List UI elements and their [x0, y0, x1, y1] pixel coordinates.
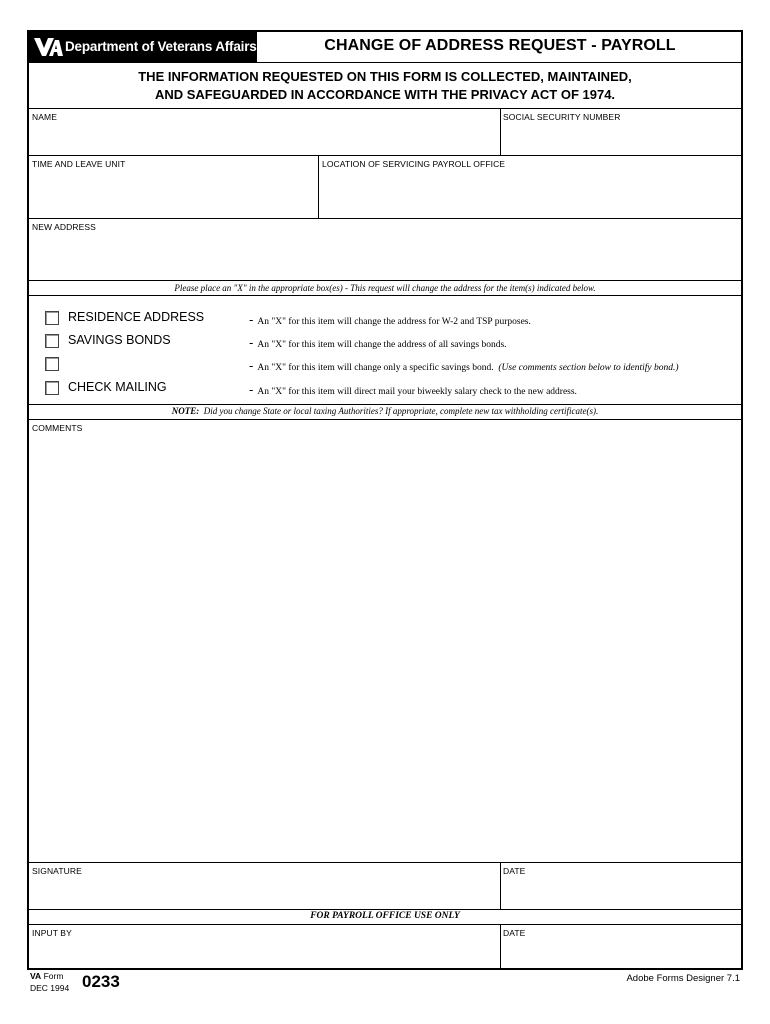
form-number: 0233	[82, 972, 120, 991]
note-text: Did you change State or local taxing Authorities? If appropriate, complete new tax withholding certificate(s).	[203, 406, 599, 416]
comments-label: COMMENTS	[32, 423, 83, 433]
privacy-statement-line2: AND SAFEGUARDED IN ACCORDANCE WITH THE PRIVACY ACT OF 1974.	[154, 87, 616, 102]
form-title: CHANGE OF ADDRESS REQUEST - PAYROLL	[324, 37, 676, 54]
instruction-text: Please place an "X" in the appropriate box(es) - This request will change the address for the item(s) indicated below.	[174, 283, 596, 293]
payroll-use-only-heading: FOR PAYROLL OFFICE USE ONLY	[310, 911, 460, 921]
input-by-label: INPUT BY	[32, 928, 72, 938]
date-label: DATE	[503, 866, 526, 876]
payroll-office-field[interactable]	[319, 171, 741, 217]
name-field[interactable]	[29, 124, 499, 154]
form-date: DEC 1994	[30, 983, 70, 993]
savings-bonds-checkbox[interactable]	[45, 334, 59, 348]
specific-bond-description: - An "X" for this item will change only a specific savings bond. (Use comments section below to identify bond.)	[249, 358, 679, 373]
check-mailing-label: CHECK MAILING	[68, 380, 167, 394]
note-label: NOTE:	[171, 406, 200, 416]
residence-address-label: RESIDENCE ADDRESS	[68, 310, 205, 324]
agency-banner	[29, 32, 257, 62]
time-leave-unit-field[interactable]	[29, 171, 317, 217]
residence-address-description: - An "X" for this item will change the address for W-2 and TSP purposes.	[249, 312, 531, 327]
form-label: Form	[43, 971, 64, 981]
date2-field[interactable]	[501, 940, 741, 968]
software-credit: Adobe Forms Designer 7.1	[626, 973, 740, 984]
payroll-office-label: LOCATION OF SERVICING PAYROLL OFFICE	[322, 159, 506, 169]
va-label: VA	[30, 971, 42, 981]
va-logo-icon	[33, 36, 63, 58]
tax-note	[29, 406, 741, 416]
signature-label: SIGNATURE	[32, 866, 82, 876]
form-identifier	[30, 971, 69, 993]
date-field[interactable]	[501, 878, 741, 908]
specific-bond-checkbox[interactable]	[45, 357, 59, 371]
check-mailing-description: - An "X" for this item will direct mail your biweekly salary check to the new address.	[249, 382, 577, 397]
check-mailing-checkbox[interactable]	[45, 381, 59, 395]
time-leave-unit-label: TIME AND LEAVE UNIT	[32, 159, 126, 169]
va-form-0233	[27, 30, 743, 970]
date2-label: DATE	[503, 928, 526, 938]
ssn-field[interactable]	[501, 124, 741, 154]
residence-address-checkbox[interactable]	[45, 311, 59, 325]
savings-bonds-label: SAVINGS BONDS	[68, 333, 171, 347]
input-by-field[interactable]	[29, 940, 499, 968]
privacy-statement-line1: THE INFORMATION REQUESTED ON THIS FORM IS COLLECTED, MAINTAINED,	[138, 69, 632, 84]
savings-bonds-description: - An "X" for this item will change the address of all savings bonds.	[249, 335, 507, 350]
new-address-label: NEW ADDRESS	[32, 222, 96, 232]
signature-field[interactable]	[29, 878, 499, 908]
comments-field[interactable]	[29, 435, 741, 861]
name-label: NAME	[32, 112, 57, 122]
new-address-field[interactable]	[29, 234, 741, 279]
ssn-label: SOCIAL SECURITY NUMBER	[503, 112, 621, 122]
agency-name: Department of Veterans Affairs	[65, 39, 257, 54]
